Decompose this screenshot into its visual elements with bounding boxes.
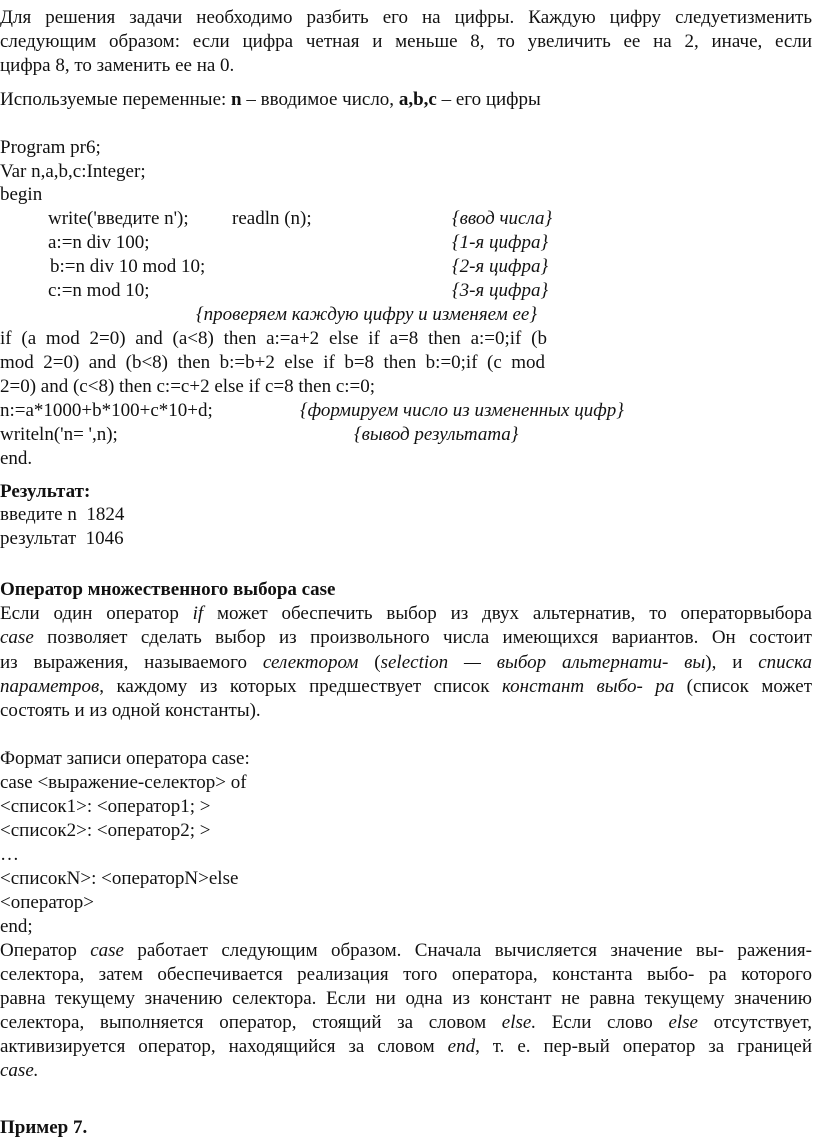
comment-form: {формируем число из измененных цифр}	[300, 400, 624, 421]
var-n-desc: – вводимое число,	[241, 89, 399, 110]
term-end: end	[447, 1036, 476, 1057]
var-n: n	[231, 89, 242, 110]
code-c: c:=n mod 10;	[48, 280, 150, 301]
code-if-3: 2=0) and (c<8) then c:=c+2 else if c=8 then c:=0;	[0, 376, 376, 397]
case-para-line-2: case позволяет сделать выбор из произвольного числа имеющихся вариантов. Он состоит	[0, 627, 812, 648]
term-list: списка	[758, 652, 813, 673]
comment-input: {ввод числа}	[452, 208, 553, 229]
code-if-2: mod 2=0) and (b<8) then b:=b+2 else if b=8 then b:=0;if (c mod	[0, 352, 545, 373]
format-line-2: <список1>: <оператор1; >	[0, 796, 211, 817]
vars-prefix: Используемые переменные:	[0, 89, 232, 110]
code-readln: readln (n);	[232, 208, 312, 229]
case-para-line-4: параметров, каждому из которых предшествует список констант выбо- ра (список может	[0, 676, 812, 697]
works-line-1: Оператор case работает следующим образом. Сначала вычисляется значение вы- ражения-	[0, 940, 812, 961]
format-line-5: <списокN>: <операторN>else	[0, 868, 239, 889]
comment-check: {проверяем каждую цифру и изменяем ее}	[196, 304, 537, 325]
comment-c: {3-я цифра}	[452, 280, 549, 301]
case-para-line-5: состоять и из одной константы).	[0, 700, 261, 721]
format-line-4: …	[0, 844, 19, 865]
case-para-line-1: Если один оператор if может обеспечить выбор из двух альтернатив, то операторвыбора	[0, 603, 812, 624]
comment-out: {вывод результата}	[354, 424, 519, 445]
term-if: if	[192, 603, 204, 624]
works-line-6: case.	[0, 1060, 39, 1081]
intro-line-1: Для решения задачи необходимо разбить его на цифры. Каждую цифру следуетизменить	[0, 7, 812, 28]
result-heading: Результат:	[0, 481, 91, 502]
code-writeln: writeln('n= ',n);	[0, 424, 118, 445]
works-line-5: активизируется оператор, находящийся за словом end, т. е. пер-вый оператор за границей	[0, 1036, 812, 1057]
term-else-2: else	[668, 1012, 698, 1033]
format-line-7: end;	[0, 916, 33, 937]
code-if-1: if (a mod 2=0) and (a<8) then a:=a+2 else if a=8 then a:=0;if (b	[0, 328, 547, 349]
format-line-3: <список2>: <оператор2; >	[0, 820, 211, 841]
intro-line-3: цифра 8, то заменить ее на 0.	[0, 55, 235, 76]
term-case: case	[0, 627, 34, 648]
comment-b: {2-я цифра}	[452, 256, 549, 277]
code-a: a:=n div 100;	[48, 232, 150, 253]
case-para-line-3: из выражения, называемого селектором (selection — выбор альтернати- вы), и списка	[0, 652, 813, 673]
term-else-1: else.	[501, 1012, 537, 1033]
format-line-6: <оператор>	[0, 892, 95, 913]
case-heading: Оператор множественного выбора case	[0, 579, 336, 600]
code-begin: begin	[0, 184, 43, 205]
works-line-4: селектора, выполняется оператор, стоящий за словом else. Если слово else отсутствует,	[0, 1012, 812, 1033]
code-var: Var n,a,b,c:Integer;	[0, 161, 146, 182]
result-line-2: результат 1046	[0, 528, 124, 549]
comment-a: {1-я цифра}	[452, 232, 549, 253]
code-b: b:=n div 10 mod 10;	[50, 256, 206, 277]
code-write: write('введите n');	[48, 208, 189, 229]
code-n: n:=a*1000+b*100+c*10+d;	[0, 400, 213, 421]
result-line-1: введите n 1824	[0, 504, 125, 525]
works-line-2: селектора, затем обеспечивается реализация того оператора, константа выбо- ра которого	[0, 964, 812, 985]
term-params: параметров	[0, 676, 100, 697]
term-selection: selection — выбор альтернати- вы	[380, 652, 706, 673]
code-end: end.	[0, 448, 33, 469]
term-consts: констант выбо- ра	[501, 676, 675, 697]
intro-line-2: следующим образом: если цифра четная и меньше 8, то увеличить ее на 2, иначе, если	[0, 31, 812, 52]
term-selector: селектором	[262, 652, 359, 673]
code-program: Program pr6;	[0, 137, 101, 158]
format-line-1: case <выражение-селектор> of	[0, 772, 247, 793]
format-title: Формат записи оператора case:	[0, 748, 250, 769]
works-line-3: равна текущему значению селектора. Если ни одна из констант не равна текущему значению	[0, 988, 812, 1009]
var-abc: a,b,c	[398, 89, 437, 110]
variables-line	[0, 88, 541, 111]
term-case-2: case	[90, 940, 124, 961]
example-heading: Пример 7.	[0, 1117, 88, 1138]
var-abc-desc: – его цифры	[436, 89, 541, 110]
